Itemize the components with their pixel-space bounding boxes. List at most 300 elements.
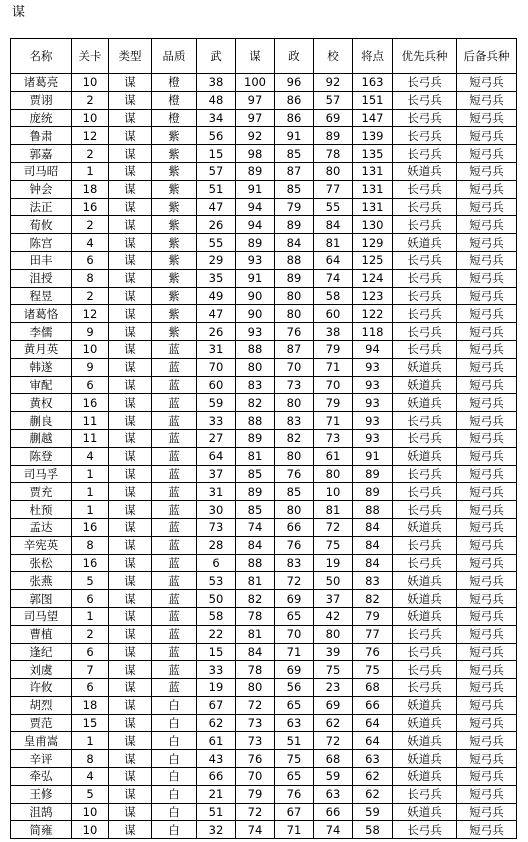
cell-strategy: 72 [236,803,275,821]
cell-name: 逢纪 [11,643,72,661]
cell-strategy: 90 [236,305,275,323]
table-row [11,696,517,714]
cell-command: 58 [314,287,353,305]
cell-war: 51 [197,180,236,198]
cell-name: 司马望 [11,607,72,625]
header-strategy: 谋 [236,39,275,74]
cell-stage: 7 [72,661,109,679]
header-stage: 关卡 [72,39,109,74]
cell-strategy: 81 [236,625,275,643]
cell-war: 15 [197,145,236,163]
cell-politics: 63 [275,714,314,732]
cell-stage: 1 [72,501,109,519]
cell-quality: 白 [152,732,197,750]
cell-type: 谋 [109,465,152,483]
cell-general-points: 94 [353,340,393,358]
cell-war: 49 [197,287,236,305]
cell-general-points: 59 [353,803,393,821]
cell-strategy: 88 [236,412,275,430]
cell-primary-troop: 妖道兵 [393,750,457,768]
cell-quality: 橙 [152,109,197,127]
cell-type: 谋 [109,679,152,697]
cell-type: 谋 [109,429,152,447]
cell-war: 33 [197,412,236,430]
cell-politics: 51 [275,732,314,750]
cell-name: 杜预 [11,501,72,519]
cell-command: 50 [314,572,353,590]
cell-quality: 蓝 [152,429,197,447]
cell-politics: 71 [275,821,314,839]
table-row [11,501,517,519]
cell-primary-troop: 长弓兵 [393,661,457,679]
cell-type: 谋 [109,216,152,234]
table-row [11,714,517,732]
cell-backup-troop: 短弓兵 [457,162,517,180]
cell-type: 谋 [109,714,152,732]
cell-type: 谋 [109,785,152,803]
cell-backup-troop: 短弓兵 [457,127,517,145]
cell-backup-troop: 短弓兵 [457,643,517,661]
cell-name: 黄月英 [11,340,72,358]
cell-backup-troop: 短弓兵 [457,447,517,465]
cell-war: 60 [197,376,236,394]
cell-strategy: 93 [236,251,275,269]
cell-type: 谋 [109,643,152,661]
cell-quality: 紫 [152,323,197,341]
cell-backup-troop: 短弓兵 [457,109,517,127]
cell-name: 法正 [11,198,72,216]
cell-strategy: 81 [236,572,275,590]
table-row [11,145,517,163]
cell-backup-troop: 短弓兵 [457,91,517,109]
cell-quality: 紫 [152,251,197,269]
cell-backup-troop: 短弓兵 [457,750,517,768]
cell-stage: 4 [72,234,109,252]
cell-strategy: 91 [236,180,275,198]
cell-quality: 蓝 [152,394,197,412]
cell-command: 69 [314,109,353,127]
cell-strategy: 98 [236,145,275,163]
cell-quality: 蓝 [152,536,197,554]
cell-stage: 6 [72,590,109,608]
cell-name: 胡烈 [11,696,72,714]
cell-general-points: 147 [353,109,393,127]
cell-strategy: 83 [236,376,275,394]
table-row [11,74,517,92]
cell-strategy: 73 [236,732,275,750]
cell-politics: 83 [275,554,314,572]
cell-strategy: 84 [236,536,275,554]
cell-primary-troop: 妖道兵 [393,447,457,465]
cell-backup-troop: 短弓兵 [457,714,517,732]
cell-stage: 2 [72,145,109,163]
cell-politics: 69 [275,661,314,679]
cell-name: 陈登 [11,447,72,465]
cell-command: 80 [314,465,353,483]
cell-quality: 白 [152,714,197,732]
cell-type: 谋 [109,501,152,519]
table-row [11,216,517,234]
cell-primary-troop: 长弓兵 [393,91,457,109]
cell-politics: 89 [275,269,314,287]
cell-type: 谋 [109,572,152,590]
cell-quality: 紫 [152,198,197,216]
cell-name: 沮鹄 [11,803,72,821]
cell-politics: 76 [275,323,314,341]
table-row [11,162,517,180]
cell-backup-troop: 短弓兵 [457,394,517,412]
cell-general-points: 122 [353,305,393,323]
cell-command: 69 [314,696,353,714]
cell-general-points: 66 [353,696,393,714]
cell-stage: 8 [72,269,109,287]
cell-politics: 76 [275,465,314,483]
cell-quality: 紫 [152,127,197,145]
cell-quality: 紫 [152,305,197,323]
cell-type: 谋 [109,536,152,554]
cell-command: 57 [314,91,353,109]
cell-war: 73 [197,518,236,536]
cell-general-points: 89 [353,465,393,483]
cell-type: 谋 [109,607,152,625]
cell-strategy: 81 [236,447,275,465]
cell-name: 曹植 [11,625,72,643]
cell-politics: 96 [275,74,314,92]
cell-backup-troop: 短弓兵 [457,234,517,252]
table-row [11,536,517,554]
cell-politics: 80 [275,305,314,323]
table-row [11,305,517,323]
cell-quality: 蓝 [152,625,197,643]
cell-general-points: 79 [353,607,393,625]
cell-general-points: 151 [353,91,393,109]
cell-war: 43 [197,750,236,768]
cell-quality: 蓝 [152,518,197,536]
cell-general-points: 58 [353,821,393,839]
table-row [11,643,517,661]
cell-war: 64 [197,447,236,465]
cell-type: 谋 [109,145,152,163]
cell-war: 67 [197,696,236,714]
cell-primary-troop: 妖道兵 [393,518,457,536]
cell-stage: 6 [72,679,109,697]
cell-command: 80 [314,625,353,643]
cell-primary-troop: 长弓兵 [393,305,457,323]
cell-primary-troop: 长弓兵 [393,145,457,163]
cell-backup-troop: 短弓兵 [457,679,517,697]
header-politics: 政 [275,39,314,74]
cell-quality: 橙 [152,91,197,109]
cell-backup-troop: 短弓兵 [457,661,517,679]
cell-strategy: 82 [236,590,275,608]
cell-command: 89 [314,127,353,145]
table-row [11,340,517,358]
cell-politics: 80 [275,394,314,412]
cell-command: 60 [314,305,353,323]
cell-primary-troop: 长弓兵 [393,251,457,269]
cell-command: 77 [314,180,353,198]
cell-name: 简雍 [11,821,72,839]
cell-stage: 16 [72,518,109,536]
table-row [11,109,517,127]
cell-stage: 5 [72,572,109,590]
cell-quality: 蓝 [152,376,197,394]
cell-quality: 蓝 [152,607,197,625]
cell-stage: 11 [72,429,109,447]
cell-strategy: 85 [236,465,275,483]
cell-politics: 65 [275,696,314,714]
cell-war: 37 [197,465,236,483]
cell-stage: 10 [72,821,109,839]
cell-strategy: 89 [236,162,275,180]
cell-primary-troop: 长弓兵 [393,643,457,661]
table-row [11,323,517,341]
cell-general-points: 93 [353,358,393,376]
cell-type: 谋 [109,821,152,839]
cell-war: 61 [197,732,236,750]
cell-primary-troop: 妖道兵 [393,394,457,412]
cell-primary-troop: 长弓兵 [393,269,457,287]
cell-type: 谋 [109,251,152,269]
cell-quality: 蓝 [152,501,197,519]
cell-backup-troop: 短弓兵 [457,696,517,714]
cell-quality: 蓝 [152,412,197,430]
cell-backup-troop: 短弓兵 [457,251,517,269]
cell-name: 审配 [11,376,72,394]
cell-stage: 18 [72,180,109,198]
cell-command: 74 [314,269,353,287]
cell-stage: 16 [72,394,109,412]
cell-primary-troop: 长弓兵 [393,323,457,341]
cell-type: 谋 [109,518,152,536]
table-row [11,750,517,768]
table-row [11,429,517,447]
cell-war: 29 [197,251,236,269]
cell-stage: 11 [72,412,109,430]
cell-primary-troop: 妖道兵 [393,572,457,590]
cell-backup-troop: 短弓兵 [457,768,517,786]
cell-war: 47 [197,305,236,323]
cell-primary-troop: 长弓兵 [393,216,457,234]
cell-quality: 白 [152,696,197,714]
cell-primary-troop: 妖道兵 [393,162,457,180]
cell-primary-troop: 妖道兵 [393,732,457,750]
cell-stage: 9 [72,323,109,341]
cell-strategy: 94 [236,198,275,216]
cell-name: 诸葛恪 [11,305,72,323]
table-row [11,483,517,501]
cell-primary-troop: 妖道兵 [393,714,457,732]
cell-general-points: 93 [353,376,393,394]
cell-quality: 蓝 [152,447,197,465]
cell-quality: 白 [152,750,197,768]
cell-quality: 紫 [152,216,197,234]
cell-command: 81 [314,501,353,519]
cell-name: 钟会 [11,180,72,198]
cell-name: 辛宪英 [11,536,72,554]
table-row [11,91,517,109]
cell-politics: 79 [275,198,314,216]
cell-general-points: 139 [353,127,393,145]
cell-politics: 76 [275,785,314,803]
cell-primary-troop: 长弓兵 [393,483,457,501]
cell-stage: 2 [72,91,109,109]
cell-backup-troop: 短弓兵 [457,803,517,821]
cell-politics: 85 [275,145,314,163]
cell-primary-troop: 长弓兵 [393,501,457,519]
table-row [11,251,517,269]
cell-war: 27 [197,429,236,447]
table-row [11,679,517,697]
cell-stage: 5 [72,785,109,803]
cell-primary-troop: 妖道兵 [393,607,457,625]
cell-backup-troop: 短弓兵 [457,518,517,536]
cell-war: 15 [197,643,236,661]
cell-backup-troop: 短弓兵 [457,269,517,287]
cell-stage: 9 [72,358,109,376]
cell-strategy: 88 [236,340,275,358]
cell-strategy: 78 [236,661,275,679]
cell-primary-troop: 长弓兵 [393,127,457,145]
cell-name: 荀攸 [11,216,72,234]
cell-general-points: 88 [353,501,393,519]
cell-politics: 65 [275,768,314,786]
cell-quality: 白 [152,821,197,839]
table-row [11,198,517,216]
cell-politics: 82 [275,429,314,447]
cell-war: 19 [197,679,236,697]
cell-politics: 80 [275,501,314,519]
cell-name: 刘虞 [11,661,72,679]
cell-name: 沮授 [11,269,72,287]
cell-strategy: 88 [236,554,275,572]
cell-strategy: 97 [236,91,275,109]
cell-war: 30 [197,501,236,519]
cell-name: 皇甫嵩 [11,732,72,750]
cell-stage: 18 [72,696,109,714]
header-name: 名称 [11,39,72,74]
cell-strategy: 84 [236,643,275,661]
cell-strategy: 90 [236,287,275,305]
cell-stage: 10 [72,803,109,821]
cell-name: 贾范 [11,714,72,732]
cell-stage: 16 [72,554,109,572]
cell-type: 谋 [109,376,152,394]
cell-stage: 10 [72,340,109,358]
cell-command: 75 [314,661,353,679]
cell-stage: 4 [72,447,109,465]
cell-war: 47 [197,198,236,216]
cell-type: 谋 [109,162,152,180]
cell-command: 23 [314,679,353,697]
cell-command: 66 [314,803,353,821]
cell-general-points: 123 [353,287,393,305]
cell-quality: 紫 [152,269,197,287]
cell-name: 张松 [11,554,72,572]
cell-type: 谋 [109,412,152,430]
cell-type: 谋 [109,305,152,323]
cell-command: 79 [314,340,353,358]
cell-backup-troop: 短弓兵 [457,590,517,608]
cell-type: 谋 [109,768,152,786]
cell-type: 谋 [109,180,152,198]
cell-command: 19 [314,554,353,572]
table-row [11,821,517,839]
cell-stage: 10 [72,109,109,127]
cell-general-points: 63 [353,750,393,768]
cell-politics: 65 [275,607,314,625]
cell-backup-troop: 短弓兵 [457,216,517,234]
cell-stage: 6 [72,643,109,661]
cell-quality: 蓝 [152,572,197,590]
table-row [11,465,517,483]
cell-primary-troop: 长弓兵 [393,554,457,572]
header-war: 武 [197,39,236,74]
cell-politics: 70 [275,625,314,643]
cell-type: 谋 [109,590,152,608]
cell-stage: 2 [72,625,109,643]
cell-type: 谋 [109,625,152,643]
table-row [11,768,517,786]
cell-backup-troop: 短弓兵 [457,821,517,839]
cell-backup-troop: 短弓兵 [457,287,517,305]
cell-general-points: 124 [353,269,393,287]
cell-quality: 蓝 [152,643,197,661]
cell-type: 谋 [109,269,152,287]
cell-backup-troop: 短弓兵 [457,376,517,394]
cell-general-points: 131 [353,198,393,216]
cell-name: 贾充 [11,483,72,501]
cell-war: 6 [197,554,236,572]
cell-type: 谋 [109,447,152,465]
cell-name: 程昱 [11,287,72,305]
cell-politics: 72 [275,572,314,590]
cell-type: 谋 [109,554,152,572]
cell-general-points: 135 [353,145,393,163]
cell-war: 57 [197,162,236,180]
cell-general-points: 89 [353,483,393,501]
header-primary-troop: 优先兵种 [393,39,457,74]
cell-primary-troop: 长弓兵 [393,429,457,447]
cell-name: 许攸 [11,679,72,697]
cell-general-points: 76 [353,643,393,661]
cell-general-points: 84 [353,518,393,536]
cell-type: 谋 [109,394,152,412]
cell-strategy: 85 [236,501,275,519]
cell-name: 孟达 [11,518,72,536]
cell-war: 32 [197,821,236,839]
cell-general-points: 163 [353,74,393,92]
cell-politics: 83 [275,412,314,430]
cell-politics: 70 [275,358,314,376]
cell-stage: 1 [72,607,109,625]
cell-strategy: 91 [236,269,275,287]
cell-primary-troop: 长弓兵 [393,198,457,216]
cell-general-points: 91 [353,447,393,465]
cell-quality: 白 [152,768,197,786]
cell-stage: 8 [72,750,109,768]
cell-strategy: 97 [236,109,275,127]
cell-quality: 紫 [152,180,197,198]
cell-backup-troop: 短弓兵 [457,340,517,358]
cell-backup-troop: 短弓兵 [457,412,517,430]
cell-politics: 80 [275,287,314,305]
cell-politics: 67 [275,803,314,821]
cell-name: 韩遂 [11,358,72,376]
cell-strategy: 94 [236,216,275,234]
cell-name: 郭图 [11,590,72,608]
cell-stage: 4 [72,768,109,786]
